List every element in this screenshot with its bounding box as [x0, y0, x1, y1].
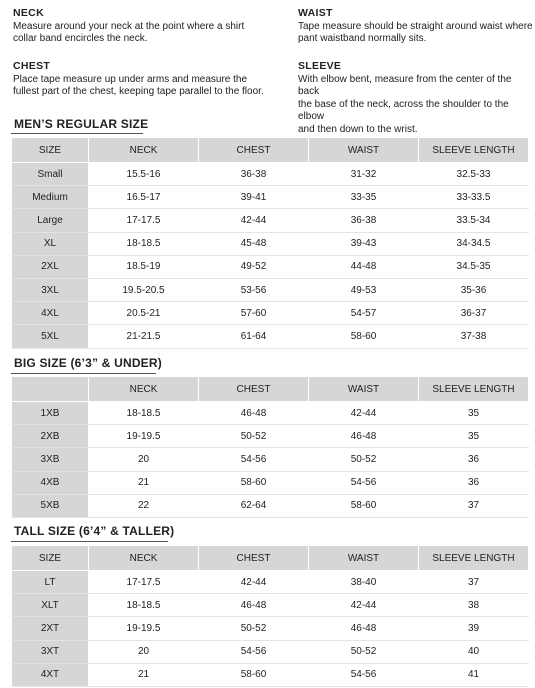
table-cell: 50-52	[309, 640, 419, 663]
table-row	[12, 448, 529, 471]
table-cell: 49-53	[309, 278, 419, 301]
table-row	[12, 302, 529, 325]
size-cell: 4XL	[12, 302, 89, 325]
column-header: WAIST	[309, 138, 419, 163]
table-cell: 32.5-33	[419, 163, 529, 186]
table-row	[12, 209, 529, 232]
column-header: SIZE	[12, 138, 89, 163]
chest-guide-text: Place tape measure up under arms and measure the fullest part of the chest, keeping tape parallel to the floor.	[13, 73, 264, 97]
waist-guide	[298, 7, 535, 46]
table-cell: 50-52	[199, 617, 309, 640]
table-cell: 18-18.5	[89, 232, 199, 255]
table-cell: 54-56	[309, 471, 419, 494]
table-cell: 34.5-35	[419, 255, 529, 278]
neck-guide-text: Measure around your neck at the point where a shirt collar band encircles the neck.	[13, 20, 245, 44]
chest-guide-title: CHEST	[13, 60, 51, 72]
table-row	[12, 163, 529, 186]
column-header: NECK	[89, 546, 199, 571]
table-cell: 40	[419, 640, 529, 663]
table-cell: 35	[419, 402, 529, 425]
table-cell: 37	[419, 571, 529, 594]
table-row	[12, 640, 529, 663]
table-cell: 61-64	[199, 325, 309, 348]
column-header: NECK	[89, 377, 199, 402]
table-cell: 58-60	[199, 471, 309, 494]
sleeve-guide-text: With elbow bent, measure from the center of the back the base of the neck, across the shoulder to the elbow and then down to the wrist.	[298, 73, 512, 135]
table-cell: 54-56	[199, 640, 309, 663]
column-header: SLEEVE LENGTH	[419, 377, 529, 402]
table-cell: 39-43	[309, 232, 419, 255]
table-row	[12, 663, 529, 686]
table-cell: 58-60	[309, 494, 419, 517]
size-cell: Large	[12, 209, 89, 232]
table-cell: 36	[419, 471, 529, 494]
table-cell: 39-41	[199, 186, 309, 209]
table-cell: 21	[89, 663, 199, 686]
column-header: CHEST	[199, 546, 309, 571]
column-header: SIZE	[12, 546, 89, 571]
regular-size-divider	[11, 133, 143, 134]
size-cell: 3XB	[12, 448, 89, 471]
table-cell: 18-18.5	[89, 402, 199, 425]
table-cell: 50-52	[309, 448, 419, 471]
table-cell: 57-60	[199, 302, 309, 325]
neck-guide-title: NECK	[13, 7, 44, 19]
table-row	[12, 325, 529, 348]
table-header-row	[12, 138, 529, 163]
regular-size-title: MEN’S REGULAR SIZE	[14, 117, 149, 131]
table-cell: 46-48	[199, 402, 309, 425]
size-cell: XL	[12, 232, 89, 255]
table-cell: 49-52	[199, 255, 309, 278]
table-cell: 31-32	[309, 163, 419, 186]
table-cell: 19-19.5	[89, 425, 199, 448]
table-row	[12, 255, 529, 278]
table-cell: 44-48	[309, 255, 419, 278]
table-cell: 17-17.5	[89, 209, 199, 232]
table-cell: 21-21.5	[89, 325, 199, 348]
table-cell: 36	[419, 448, 529, 471]
table-cell: 38-40	[309, 571, 419, 594]
table-cell: 33-33.5	[419, 186, 529, 209]
table-cell: 33-35	[309, 186, 419, 209]
column-header	[12, 377, 89, 402]
table-cell: 22	[89, 494, 199, 517]
table-cell: 15.5-16	[89, 163, 199, 186]
table-cell: 46-48	[199, 594, 309, 617]
size-cell: 3XT	[12, 640, 89, 663]
tall-size-divider	[11, 541, 168, 542]
table-cell: 58-60	[199, 663, 309, 686]
table-cell: 58-60	[309, 325, 419, 348]
size-cell: 1XB	[12, 402, 89, 425]
column-header: CHEST	[199, 377, 309, 402]
regular-size-table	[11, 137, 529, 349]
table-header-row	[12, 377, 529, 402]
table-row	[12, 594, 529, 617]
table-cell: 35	[419, 425, 529, 448]
column-header: SLEEVE LENGTH	[419, 546, 529, 571]
size-cell: LT	[12, 571, 89, 594]
sleeve-guide	[298, 60, 535, 136]
table-row	[12, 186, 529, 209]
table-row	[12, 402, 529, 425]
table-cell: 17-17.5	[89, 571, 199, 594]
table-cell: 54-57	[309, 302, 419, 325]
neck-guide	[13, 7, 283, 46]
table-row	[12, 471, 529, 494]
table-row	[12, 617, 529, 640]
table-row	[12, 425, 529, 448]
table-cell: 35-36	[419, 278, 529, 301]
size-cell: 2XT	[12, 617, 89, 640]
table-cell: 33.5-34	[419, 209, 529, 232]
table-cell: 36-38	[309, 209, 419, 232]
table-cell: 42-44	[309, 594, 419, 617]
tall-size-title: TALL SIZE (6’4” & TALLER)	[14, 524, 175, 538]
table-row	[12, 278, 529, 301]
table-cell: 20.5-21	[89, 302, 199, 325]
table-cell: 39	[419, 617, 529, 640]
table-cell: 38	[419, 594, 529, 617]
column-header: WAIST	[309, 377, 419, 402]
table-header-row	[12, 546, 529, 571]
table-cell: 37	[419, 494, 529, 517]
table-cell: 62-64	[199, 494, 309, 517]
table-cell: 36-37	[419, 302, 529, 325]
table-cell: 18-18.5	[89, 594, 199, 617]
table-cell: 18.5-19	[89, 255, 199, 278]
table-cell: 37-38	[419, 325, 529, 348]
column-header: SLEEVE LENGTH	[419, 138, 529, 163]
size-cell: 4XT	[12, 663, 89, 686]
size-cell: Small	[12, 163, 89, 186]
size-cell: 5XL	[12, 325, 89, 348]
table-cell: 42-44	[199, 571, 309, 594]
big-size-divider	[11, 373, 156, 374]
table-cell: 21	[89, 471, 199, 494]
column-header: CHEST	[199, 138, 309, 163]
table-row	[12, 232, 529, 255]
table-cell: 34-34.5	[419, 232, 529, 255]
table-cell: 20	[89, 448, 199, 471]
table-cell: 36-38	[199, 163, 309, 186]
table-cell: 45-48	[199, 232, 309, 255]
table-cell: 42-44	[309, 402, 419, 425]
table-cell: 54-56	[199, 448, 309, 471]
table-cell: 46-48	[309, 617, 419, 640]
big-size-title: BIG SIZE (6’3” & UNDER)	[14, 356, 162, 370]
size-cell: 2XB	[12, 425, 89, 448]
size-cell: 4XB	[12, 471, 89, 494]
table-row	[12, 571, 529, 594]
column-header: NECK	[89, 138, 199, 163]
size-cell: 3XL	[12, 278, 89, 301]
table-cell: 46-48	[309, 425, 419, 448]
table-cell: 41	[419, 663, 529, 686]
table-cell: 19.5-20.5	[89, 278, 199, 301]
table-cell: 42-44	[199, 209, 309, 232]
big-size-table	[11, 376, 529, 518]
table-cell: 19-19.5	[89, 617, 199, 640]
chest-guide	[13, 60, 293, 99]
table-cell: 53-56	[199, 278, 309, 301]
size-cell: 5XB	[12, 494, 89, 517]
column-header: WAIST	[309, 546, 419, 571]
tall-size-table	[11, 545, 529, 687]
waist-guide-text: Tape measure should be straight around waist where pant waistband normally sits.	[298, 20, 533, 44]
sleeve-guide-title: SLEEVE	[298, 60, 342, 72]
size-cell: XLT	[12, 594, 89, 617]
table-cell: 20	[89, 640, 199, 663]
table-cell: 50-52	[199, 425, 309, 448]
waist-guide-title: WAIST	[298, 7, 333, 19]
size-cell: Medium	[12, 186, 89, 209]
size-cell: 2XL	[12, 255, 89, 278]
table-cell: 16.5-17	[89, 186, 199, 209]
table-row	[12, 494, 529, 517]
table-cell: 54-56	[309, 663, 419, 686]
